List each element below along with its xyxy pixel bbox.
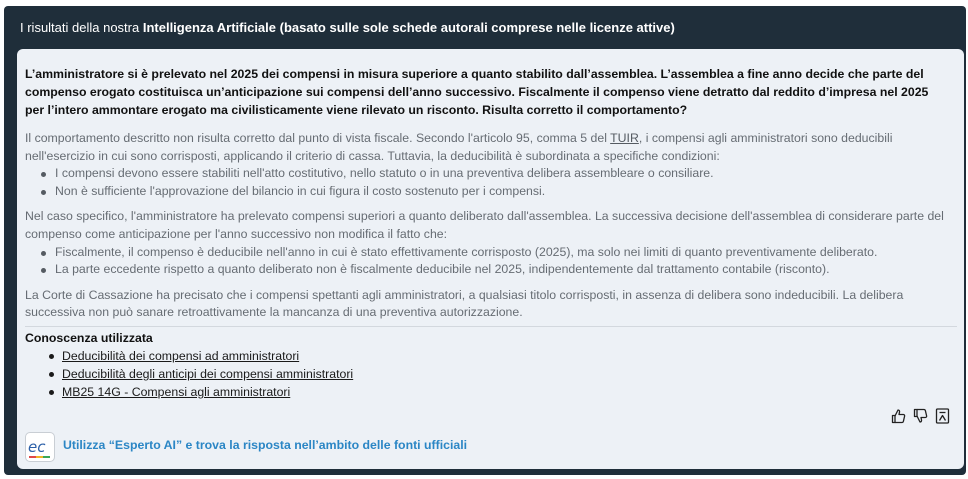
header-bold: Intelligenza Artificiale (basato sulle sole schede autorali comprese nelle licenze attive) [142,20,675,35]
knowledge-link-mb25[interactable]: MB25 14G - Compensi agli amministratori [62,385,291,399]
tuir-link[interactable]: TUIR [610,131,639,145]
ec-logo [25,432,55,462]
knowledge-title: Conoscenza utilizzata [25,331,153,345]
feedback-actions [891,408,950,424]
ec-logo-text: ec [28,438,46,456]
knowledge-list-item [25,347,625,365]
answer-panel [17,49,964,469]
list-item: Fiscalmente, il compenso è deducibile nell'anno in cui è stato effettivamente corrisposto (2025), ma solo nei limiti di quanto preventivamente deliberato. [25,244,957,262]
answer-paragraph-1 [25,130,957,165]
knowledge-list-item [25,383,625,401]
esperto-ai-promo [25,432,467,462]
answer-body [25,130,957,322]
list-item: Non è sufficiente l'approvazione del bilancio in cui figura il costo sostenuto per i compensi. [25,183,957,201]
answer-p1-before: Il comportamento descritto non risulta corretto dal punto di vista fiscale. Secondo l'articolo 95, comma 5 del [25,131,611,145]
thumbs-up-icon[interactable] [891,408,906,424]
bookmark-icon[interactable] [935,408,950,424]
answer-paragraph-2: Nel caso specifico, l'amministratore ha prelevato compensi superiori a quanto deliberato dall'assemblea. La successiva decisione dell'assemblea di considerare parte del compenso come anticipazione per l'anno successivo non modifica il fatto che: [25,209,944,241]
esperto-ai-link[interactable]: Utilizza “Esperto AI” e trova la risposta nell’ambito delle fonti ufficiali [63,438,468,452]
knowledge-section [25,329,625,401]
knowledge-list-item [25,365,625,383]
answer-paragraph-3: La Corte di Cassazione ha precisato che i compensi spettanti agli amministratori, a qualsiasi titolo corrisposti, in assenza di delibera sono indeducibili. La delibera successiva non può sanare retroattivamente la mancanza di una preventiva autorizzazione. [25,287,904,320]
ai-results-window [4,6,966,475]
facts-list [25,244,957,279]
knowledge-link-anticipi[interactable]: Deducibilità degli anticipi dei compensi amministratori [62,367,354,381]
section-divider [25,326,957,327]
question-text: L’amministratore si è prelevato nel 2025 dei compensi in misura superiore a quanto stabilito dall’assemblea. L’assemblea a fine anno decide che parte del compenso erogato costituisca un’anticipazione sui compensi dell’anno successivo. Fiscalmente il compenso viene detratto dal reddito d’impresa nel 2025 per l’intero ammontare erogato ma civilisticamente viene rilevato un risconto. Risulta corretto il comportamento? [25,67,929,117]
list-item: La parte eccedente rispetto a quanto deliberato non è fiscalmente deducibile nel 2025, indipendentemente dal trattamento contabile (risconto). [25,261,957,279]
knowledge-links [25,347,625,401]
thumbs-down-icon[interactable] [913,408,928,424]
list-item: I compensi devono essere stabiliti nell'atto costitutivo, nello statuto o in una preventiva delibera assembleare o consiliare. [25,165,957,183]
results-header [20,19,675,37]
conditions-list [25,165,957,200]
knowledge-link-compensi[interactable]: Deducibilità dei compensi ad amministratori [62,349,300,363]
header-prefix: I risultati della nostra [20,20,143,35]
answer-p1-after: , i compensi agli amministratori sono deducibili nell'esercizio in cui sono corrisposti, applicando il criterio di cassa. Tuttavia, la deducibilità è subordinata a specifiche condizioni: [25,131,893,163]
